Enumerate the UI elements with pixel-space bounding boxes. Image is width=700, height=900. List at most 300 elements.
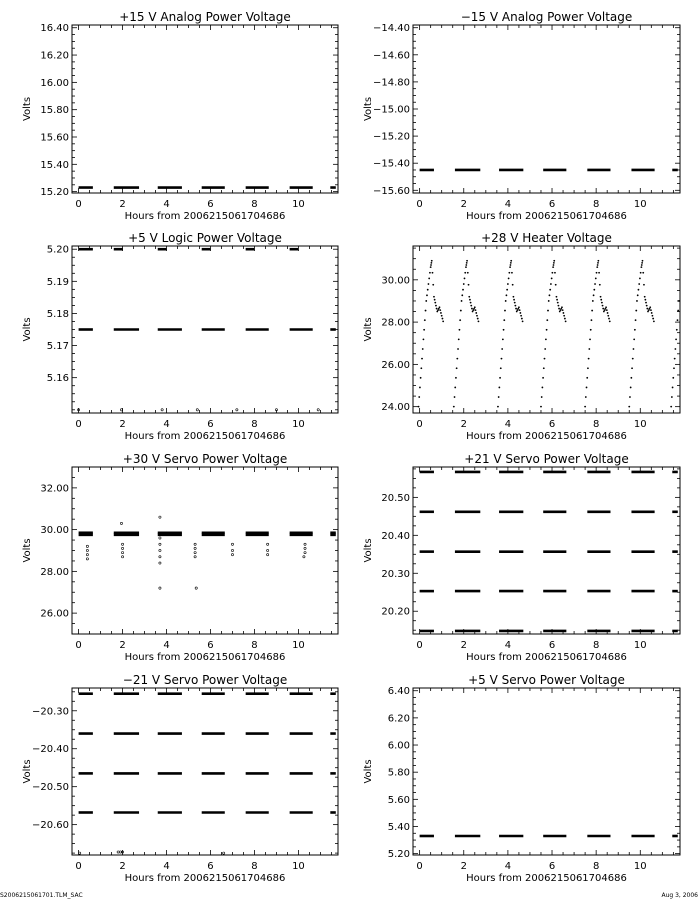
data-point [470,302,472,304]
data-point [652,318,654,320]
data-point [606,309,608,311]
data-point [545,338,547,340]
data-point [501,358,503,360]
data-point [434,299,436,301]
data-point [541,396,543,398]
x-tick-label: 8 [592,419,600,430]
data-point [468,296,470,298]
data-point [501,348,503,350]
y-tick-label: 28.00 [381,317,410,329]
data-point [563,312,565,314]
x-tick-label: 2 [460,640,467,651]
data-point [86,558,88,560]
data-point [641,262,643,264]
data-point [454,387,456,389]
chart-title: +30 V Servo Power Voltage [122,452,288,466]
data-point [435,305,437,307]
y-tick-label: 32.00 [40,483,69,495]
y-tick-label: 20.30 [381,568,410,580]
data-point [520,315,522,317]
y-tick-label: −15.60 [372,185,410,197]
data-point [474,306,476,308]
data-point [519,309,521,311]
data-point [589,338,591,340]
x-tick-label: 6 [207,199,214,210]
data-point [267,554,269,556]
y-tick-label: −20.40 [31,744,69,756]
data-point [550,283,552,285]
data-point [596,272,598,274]
chart-title: −15 V Analog Power Voltage [460,10,633,24]
chart-panel-1 [363,10,680,222]
data-point [591,319,593,321]
x-tick-label: 2 [460,861,467,872]
data-point [231,549,233,551]
data-point [646,305,648,307]
data-point [506,289,508,291]
y-axis-label: Volts [363,538,374,563]
data-point [509,266,511,268]
y-tick-label: −15.20 [372,131,410,143]
data-point [644,299,646,301]
y-tick-label: 26.00 [381,359,410,371]
data-point [442,320,444,322]
y-axis-label: Volts [22,317,33,342]
data-point [418,396,420,398]
data-point [515,308,517,310]
x-tick-label: 0 [416,861,423,872]
x-tick-label: 2 [119,199,126,210]
x-tick-label: 10 [633,640,647,651]
data-point [159,516,161,518]
data-point [476,315,478,317]
data-point [267,543,269,545]
data-point [511,272,513,274]
data-point [455,377,457,379]
x-tick-label: 8 [251,861,258,872]
x-tick-label: 4 [163,861,170,872]
x-tick-label: 6 [207,861,214,872]
chart-title: +5 V Logic Power Voltage [128,231,282,245]
data-point [466,260,468,262]
x-tick-label: 4 [504,419,512,430]
data-point [504,310,506,312]
data-point [427,289,429,291]
data-point [161,409,163,411]
data-point [598,272,600,274]
data-point [587,367,589,369]
data-point [586,377,588,379]
data-point [593,294,595,296]
data-point [454,396,456,398]
data-point [557,302,559,304]
data-point [304,543,306,545]
data-point [503,319,505,321]
y-axis-label: Volts [363,96,374,122]
data-point [510,262,512,264]
data-point [541,387,543,389]
y-tick-label: −15.00 [372,104,410,116]
data-point [231,543,233,545]
y-tick-label: 30.00 [40,525,69,537]
data-point [419,387,421,389]
x-tick-label: 0 [416,419,423,430]
data-point [434,302,436,304]
data-point [507,283,509,285]
y-tick-label: −15.40 [372,158,410,170]
data-point [194,543,196,545]
data-point [555,284,557,286]
data-point [600,296,602,298]
data-point [119,851,121,853]
x-tick-label: 10 [292,640,305,651]
data-point [601,302,603,304]
y-tick-label: −20.30 [31,706,69,718]
data-point [121,543,123,545]
data-point [554,272,556,274]
data-point [461,300,463,302]
data-point [597,260,599,262]
data-point [513,296,515,298]
data-point [608,318,610,320]
data-point [498,396,500,398]
data-point [469,299,471,301]
y-tick-label: 5.16 [46,373,69,385]
data-point [553,264,555,266]
y-tick-label: −14.80 [372,77,410,89]
x-tick-label: 2 [119,419,126,430]
data-point [584,406,586,408]
data-point [642,260,644,262]
y-tick-label: 30.00 [381,275,410,287]
data-point [456,367,458,369]
data-point [540,406,542,408]
y-axis-label: Volts [22,538,33,563]
y-tick-label: 5.18 [46,308,69,320]
data-point [463,283,465,285]
data-point [542,377,544,379]
y-tick-label: 15.20 [40,187,69,199]
data-point [428,278,430,280]
data-point [478,320,480,322]
data-point [672,387,674,389]
y-axis-label: Volts [363,317,374,342]
data-point [420,377,422,379]
y-tick-label: 15.40 [40,159,69,171]
y-tick-label: 24.00 [381,402,410,414]
data-point [508,272,510,274]
data-point [159,587,161,589]
x-axis-label: Hours from 2006215061704686 [124,431,286,442]
data-point [605,306,607,308]
data-point [562,309,564,311]
data-point [459,329,461,331]
data-point [652,315,654,317]
x-tick-label: 2 [119,861,126,872]
x-tick-label: 10 [292,419,305,430]
x-tick-label: 4 [163,199,170,210]
data-point [429,272,431,274]
data-point [196,409,198,411]
data-point [553,262,555,264]
data-point [543,367,545,369]
data-point [651,312,653,314]
data-point [592,300,594,302]
data-point [674,348,676,350]
data-point [439,309,441,311]
y-tick-label: 20.40 [381,530,410,542]
data-point [631,367,633,369]
data-point [159,543,161,545]
data-point [430,262,432,264]
x-tick-label: 10 [292,861,305,872]
data-point [551,278,553,280]
x-tick-label: 2 [460,199,467,210]
x-tick-label: 6 [548,199,556,210]
data-point [594,283,596,285]
x-axis-label: Hours from 2006215061704686 [124,652,286,663]
data-point [649,306,651,308]
data-point [597,262,599,264]
x-tick-label: 2 [460,419,467,430]
data-point [121,547,123,549]
data-point [588,358,590,360]
data-point [464,272,466,274]
y-tick-label: 16.40 [40,23,69,35]
data-point [558,308,560,310]
data-point [195,587,197,589]
data-point [424,319,426,321]
y-tick-label: 20.50 [381,492,410,504]
data-point [591,310,593,312]
x-tick-label: 4 [504,199,512,210]
data-point [514,305,516,307]
data-point [633,348,635,350]
data-point [121,556,123,558]
data-point [465,264,467,266]
data-point [460,310,462,312]
data-point [630,387,632,389]
data-point [600,299,602,301]
x-tick-label: 0 [416,640,423,651]
x-tick-label: 0 [416,199,423,210]
data-point [653,320,655,322]
data-point [120,522,122,524]
chart-title: +28 V Heater Voltage [481,231,612,245]
chart-title: +15 V Analog Power Voltage [119,10,291,24]
data-point [121,551,123,553]
data-point [522,320,524,322]
data-point [464,278,466,280]
data-point [421,358,423,360]
data-point [442,318,444,320]
data-point [506,294,508,296]
data-point [510,264,512,266]
y-tick-label: 6.20 [387,713,410,725]
data-point [461,294,463,296]
data-point [607,315,609,317]
footer-date: Aug 3, 2006 [661,892,698,899]
data-point [231,554,233,556]
data-point [497,406,499,408]
data-point [636,300,638,302]
x-tick-label: 8 [592,861,600,872]
data-point [514,302,516,304]
x-tick-label: 4 [504,640,512,651]
data-point [552,266,554,268]
data-point [194,556,196,558]
chart-panel-3 [363,231,680,442]
data-point [519,312,521,314]
data-point [547,310,549,312]
data-point [602,305,604,307]
data-point [588,348,590,350]
x-tick-label: 10 [633,419,647,430]
data-point [556,296,558,298]
data-point [632,358,634,360]
y-tick-label: 5.20 [387,849,410,861]
data-point [498,387,500,389]
data-point [303,556,305,558]
data-point [430,264,432,266]
x-axis-label: Hours from 2006215061704686 [124,211,286,222]
data-point [475,312,477,314]
data-point [676,329,678,331]
data-point [470,305,472,307]
y-tick-label: 20.20 [381,606,410,618]
data-point [590,329,592,331]
data-point [563,315,565,317]
y-tick-label: −14.60 [372,50,410,62]
chart-title: +5 V Servo Power Voltage [468,673,625,687]
data-point [432,272,434,274]
data-point [593,289,595,291]
x-tick-label: 0 [75,861,82,872]
y-tick-label: 15.80 [40,105,69,117]
y-axis-label: Volts [363,759,374,784]
data-point [466,262,468,264]
x-tick-label: 8 [251,640,258,651]
y-tick-label: 16.20 [40,50,69,62]
data-point [453,406,455,408]
footer-source: S2006215061701.TLM_SAC [0,892,83,899]
data-point [499,377,501,379]
data-point [638,283,640,285]
y-tick-label: −20.50 [31,782,69,794]
plot-frame [413,688,680,855]
data-point [503,329,505,331]
data-point [635,310,637,312]
data-point [267,549,269,551]
x-tick-label: 6 [207,640,214,651]
data-point [675,338,677,340]
x-axis-label: Hours from 2006215061704686 [466,211,627,222]
data-point [565,320,567,322]
x-axis-label: Hours from 2006215061704686 [466,873,627,884]
data-point [597,264,599,266]
data-point [521,318,523,320]
data-point [423,338,425,340]
data-point [678,300,680,302]
x-tick-label: 0 [75,199,82,210]
data-point [513,299,515,301]
data-point [677,319,679,321]
data-point [471,308,473,310]
data-point [508,278,510,280]
x-tick-label: 4 [163,640,170,651]
data-point [607,312,609,314]
data-point [674,358,676,360]
data-point [457,348,459,350]
data-point [637,294,639,296]
plot-frame [72,25,338,193]
y-axis-label: Volts [22,96,33,122]
chart-title: +21 V Servo Power Voltage [464,452,629,466]
y-tick-label: 15.60 [40,132,69,144]
data-point [458,338,460,340]
data-point [86,545,88,547]
data-point [630,377,632,379]
plot-frame [72,688,338,855]
data-point [671,396,673,398]
x-tick-label: 0 [75,419,82,430]
data-point [418,406,420,408]
data-point [468,284,470,286]
chart-panel-5 [363,452,680,663]
x-axis-label: Hours from 2006215061704686 [124,873,286,884]
y-tick-label: 16.00 [40,77,69,89]
data-point [518,306,520,308]
y-tick-label: 26.00 [40,608,69,620]
data-point [640,272,642,274]
data-point [428,283,430,285]
data-point [544,358,546,360]
data-point [677,310,679,312]
data-point [159,562,161,564]
data-point [650,309,652,311]
data-point [595,278,597,280]
data-point [159,549,161,551]
y-tick-label: −14.40 [372,23,410,35]
x-axis-label: Hours from 2006215061704686 [466,652,627,663]
y-axis-label: Volts [22,759,33,784]
plot-frame [413,25,680,193]
x-tick-label: 6 [207,419,214,430]
data-point [430,266,432,268]
data-point [599,284,601,286]
data-point [440,312,442,314]
data-point [467,272,469,274]
x-tick-label: 10 [633,861,647,872]
chart-panel-6 [22,673,338,884]
x-tick-label: 6 [548,419,556,430]
data-point [673,367,675,369]
data-point [564,318,566,320]
y-tick-label: 5.19 [46,276,69,288]
data-point [425,310,427,312]
data-point [500,367,502,369]
data-point [510,260,512,262]
data-point [642,272,644,274]
data-point [641,264,643,266]
y-tick-label: 6.00 [387,740,410,752]
data-point [194,551,196,553]
plot-frame [72,467,338,634]
data-point [639,278,641,280]
data-point [633,338,635,340]
data-point [422,348,424,350]
x-tick-label: 6 [548,861,556,872]
